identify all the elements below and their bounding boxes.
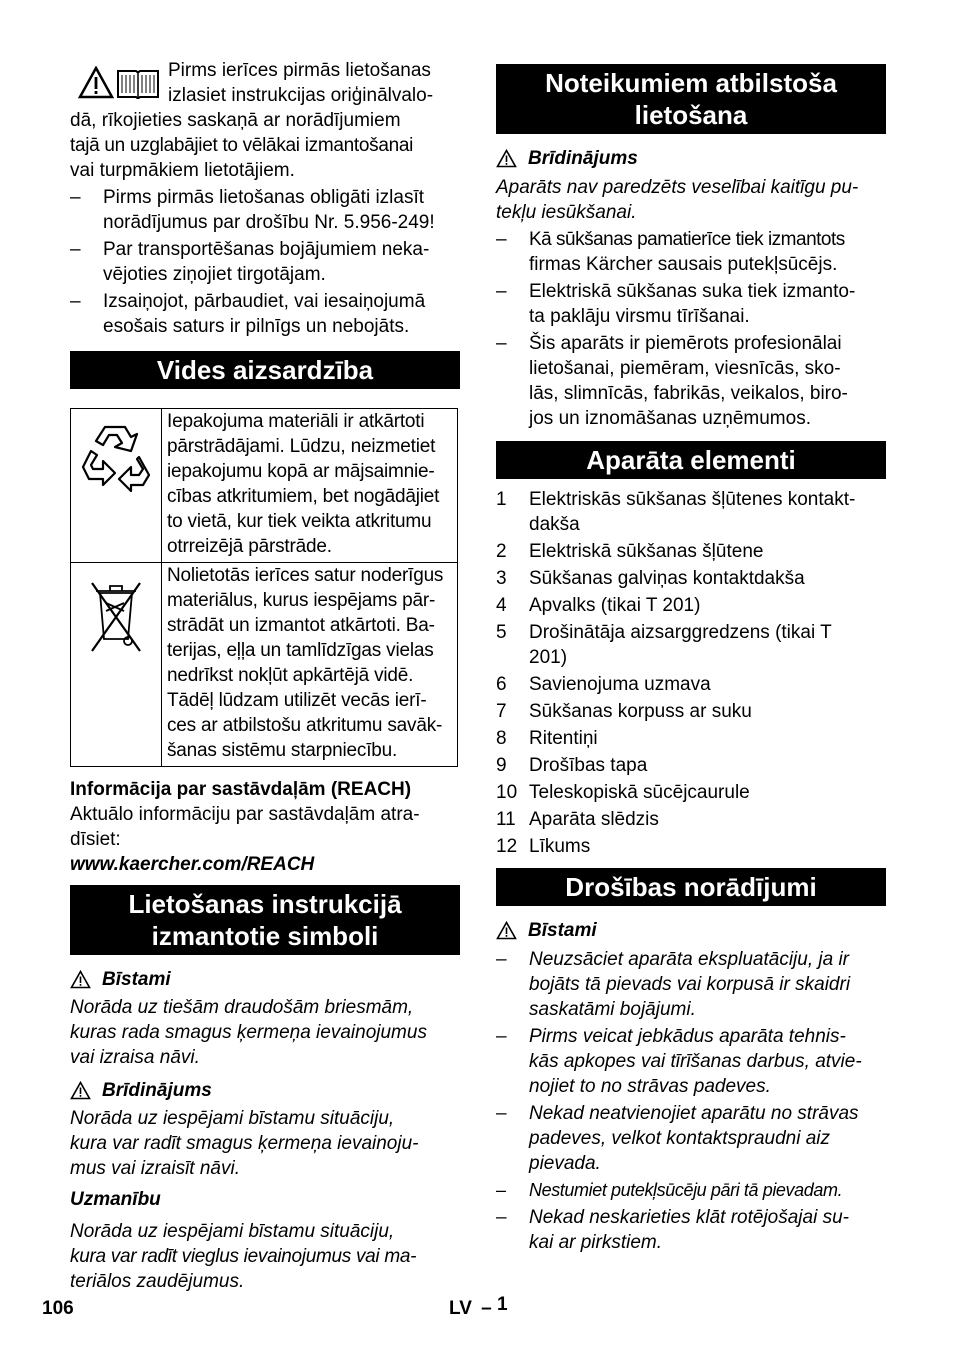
lang-code: LV (449, 1298, 472, 1319)
list-item-line: nojiet to no strāvas padeves. (529, 1076, 771, 1097)
text-line: kura var radīt vieglus ievainojumus vai ma- (70, 1246, 417, 1267)
list-item (496, 753, 886, 778)
recycle-icon (79, 421, 153, 493)
env-text-line: otrreizējā pārstrāde. (167, 536, 332, 557)
list-item (70, 237, 460, 287)
warning-label: Brīdinājums (102, 1080, 212, 1101)
env-text-line: pārstrādājami. Lūdzu, neizmetiet (167, 436, 436, 457)
intro-section (70, 58, 460, 339)
list-item-line: – Pirms pirmās lietošanas obligāti izlasīt (103, 187, 425, 208)
list-item-line: pievada. (529, 1153, 601, 1174)
table-row (71, 409, 458, 563)
item-line: Drošinātāja aizsarggredzens (tikai T (529, 622, 832, 643)
list-item-line: – Izsaiņojot, pārbaudiet, vai iesaiņojumā (103, 291, 426, 312)
env-text-line: Nolietotās ierīces satur noderīgus (167, 565, 444, 586)
warning-triangle-icon (496, 921, 517, 940)
recycle-icon-cell (71, 409, 162, 563)
text-line: Norāda uz tiešām draudošām briesmām, (70, 997, 414, 1018)
env-section-title: Vides aizsardzība (70, 351, 460, 389)
env-row-text (162, 563, 458, 767)
list-item-line: kai ar pirkstiem. (529, 1232, 663, 1253)
list-item-line: lietošanai, piemēram, viesnīcās, sko- (529, 358, 841, 379)
item-number: 4 (496, 595, 507, 616)
item-number: 1 (496, 489, 507, 510)
list-item (496, 1101, 886, 1176)
list-item-line: ta paklāju virsmu tīrīšanai. (529, 306, 750, 327)
item-number: 8 (496, 728, 507, 749)
list-item (70, 185, 460, 235)
item-line: Apvalks (tikai T 201) (529, 595, 701, 616)
env-text-line: iepakojumu kopā ar mājsaimnie- (167, 461, 435, 482)
env-text-line: šanas sistēmu starpniecību. (167, 740, 398, 761)
item-number: 11 (496, 809, 516, 830)
safety-section-title: Drošības norādījumi (496, 868, 886, 906)
env-text-line: to vietā, kur tiek veikta atkritumu (167, 511, 432, 532)
list-item (496, 1205, 886, 1255)
table-row (71, 563, 458, 767)
warning-triangle-icon (78, 66, 114, 99)
env-text-line: terijas, eļļa un tamlīdzīgas vielas (167, 640, 434, 661)
list-item (496, 672, 886, 697)
item-line: 201) (529, 647, 568, 668)
list-item-line: – Pirms veicat jebkādus aparāta tehnis- (529, 1026, 846, 1047)
footer-subpage: 1 (497, 1294, 508, 1315)
env-text-line: ces ar atbilstošu atkritumu savāk- (167, 715, 443, 736)
list-item (496, 947, 886, 1022)
item-number: 3 (496, 568, 507, 589)
list-item (496, 487, 886, 537)
list-item (496, 807, 886, 832)
text-line: Norāda uz iespējami bīstamu situāciju, (70, 1108, 395, 1129)
list-item-line: – Nekad neskarieties klāt rotējošajai su- (529, 1207, 849, 1228)
intro-line-4: tajā un uzglabājiet to vēlākai izmantošanai (70, 135, 414, 156)
item-line: Savienojuma uzmava (529, 674, 711, 695)
list-item-line: – Elektriskā sūkšanas suka tiek izmanto- (529, 281, 856, 302)
manual-book-icon (116, 67, 160, 99)
list-item-line: – Nestumiet putekļsūcēju pāri tā pievadam. (529, 1180, 843, 1200)
item-line: Aparāta slēdzis (529, 809, 659, 830)
item-line: Elektriskā sūkšanas šļūtene (529, 541, 764, 562)
warning-heading (70, 1078, 460, 1103)
list-item (496, 566, 886, 591)
list-item-line: esošais saturs ir pilnīgs un nebojāts. (103, 316, 410, 337)
text-line: Aparāts nav paredzēts veselībai kaitīgu pu- (496, 177, 859, 198)
symbols-section (70, 967, 460, 1294)
intended-use-section (496, 146, 886, 431)
elements-list (496, 487, 886, 859)
list-item-line: norādījumus par drošību Nr. 5.956-249! (103, 212, 435, 233)
elements-section-title: Aparāta elementi (496, 441, 886, 479)
intended-title-line: Noteikumiem atbilstoša (545, 68, 837, 98)
intended-title-line: lietošana (634, 100, 748, 130)
item-number: 7 (496, 701, 507, 722)
item-line: Drošības tapa (529, 755, 648, 776)
safety-section (496, 918, 886, 1255)
footer-lang (449, 1296, 508, 1321)
symbols-title-line: Lietošanas instrukcijā (128, 889, 402, 919)
reach-heading: Informācija par sastāvdaļām (REACH) (70, 779, 412, 800)
crossed-bin-icon (86, 575, 146, 655)
intro-line-3: dā, rīkojieties saskaņā ar norādījumiem (70, 110, 401, 131)
danger-label: Bīstami (528, 920, 597, 941)
list-item (496, 726, 886, 751)
intro-line-2: izlasiet instrukcijas oriģinālvalo- (168, 85, 434, 106)
caution-description (70, 1219, 460, 1294)
reach-text-line: dīsiet: (70, 829, 121, 850)
reach-url: www.kaercher.com/REACH (70, 854, 315, 875)
text-line: vai izraisa nāvi. (70, 1047, 200, 1068)
warning-triangle-icon (70, 970, 91, 989)
list-item-line: kās apkopes vai tīrīšanas darbus, atvie- (529, 1051, 862, 1072)
warning-heading (496, 146, 886, 171)
list-item-line: – Neuzsāciet aparāta ekspluatāciju, ja ir (529, 949, 850, 970)
list-item (496, 1024, 886, 1099)
list-item-line: – Par transportēšanas bojājumiem neka- (103, 239, 430, 260)
item-line: Līkums (529, 836, 591, 857)
env-text-line: materiālus, kurus iespējams pār- (167, 590, 436, 611)
list-item-line: jos un iznomāšanas uzņēmumos. (529, 408, 811, 429)
env-row-text (162, 409, 458, 563)
item-line: dakša (529, 514, 580, 535)
symbols-title-line: izmantotie simboli (151, 921, 379, 951)
list-item (496, 593, 886, 618)
warning-description (70, 1106, 460, 1181)
page-number: 106 (42, 1298, 74, 1319)
env-text-line: strādāt un izmantot atkārtoti. Ba- (167, 615, 435, 636)
env-text-line: Tādēļ lūdzam utilizēt vecās ierī- (167, 690, 427, 711)
item-number: 9 (496, 755, 507, 776)
symbols-section-title (70, 885, 460, 955)
list-item (496, 539, 886, 564)
env-text-line: cības atkritumiem, bet nogādājiet (167, 486, 440, 507)
list-item (496, 279, 886, 329)
item-number: 5 (496, 622, 507, 643)
danger-heading (70, 967, 460, 992)
list-item (496, 1178, 886, 1203)
env-text-line: nedrīkst nokļūt apkārtējā vidē. (167, 665, 414, 686)
danger-label: Bīstami (102, 969, 171, 990)
reach-section (70, 777, 460, 877)
danger-heading (496, 918, 886, 943)
intro-line-5: vai turpmākiem lietotājiem. (70, 160, 295, 181)
intended-use-section-title (496, 64, 886, 134)
list-item (496, 227, 886, 277)
item-line: Sūkšanas korpuss ar suku (529, 701, 752, 722)
intro-line-1: Pirms ierīces pirmās lietošanas (168, 60, 431, 81)
text-line: mus vai izraisīt nāvi. (70, 1158, 240, 1179)
list-item (496, 699, 886, 724)
text-line: kura var radīt smagus ķermeņa ievainoju- (70, 1133, 419, 1154)
danger-description (70, 995, 460, 1070)
caution-label: Uzmanību (70, 1189, 161, 1210)
list-item-line: – Kā sūkšanas pamatierīce tiek izmantots (529, 229, 845, 250)
list-item-line: firmas Kärcher sausais putekļsūcējs. (529, 254, 838, 275)
list-item (70, 289, 460, 339)
list-item (496, 834, 886, 859)
env-table (70, 408, 458, 767)
list-item-line: bojāts tā pievads vai korpusā ir skaidri (529, 974, 851, 995)
text-line: teriālos zaudējumus. (70, 1271, 245, 1292)
text-line: Norāda uz iespējami bīstamu situāciju, (70, 1221, 395, 1242)
env-text-line: Iepakojuma materiāli ir atkārtoti (167, 411, 425, 432)
text-line: kuras rada smagus ķermeņa ievainojumus (70, 1022, 427, 1043)
warning-label: Brīdinājums (528, 148, 638, 169)
warning-triangle-icon (496, 149, 517, 168)
text-line: tekļu iesūkšanai. (496, 202, 637, 223)
item-number: 2 (496, 541, 507, 562)
list-item-line: padeves, velkot kontaktspraudni aiz (529, 1128, 831, 1149)
list-item-line: – Šis aparāts ir piemērots profesionālai (529, 333, 842, 354)
list-item (496, 620, 886, 670)
item-line: Teleskopiskā sūcējcaurule (529, 782, 750, 803)
item-number: 6 (496, 674, 507, 695)
left-column (70, 58, 460, 1294)
item-number: 10 (496, 782, 518, 803)
list-item-line: – Nekad neatvienojiet aparātu no strāvas (529, 1103, 859, 1124)
item-line: Elektriskās sūkšanas šļūtenes kontakt- (529, 489, 856, 510)
list-item-line: vējoties ziņojiet tirgotājam. (103, 264, 326, 285)
list-item-line: saskatāmi bojājumi. (529, 999, 696, 1020)
list-item-line: lās, slimnīcās, fabrikās, veikalos, biro- (529, 383, 848, 404)
item-line: Sūkšanas galviņas kontaktdakša (529, 568, 805, 589)
warning-description (496, 175, 886, 225)
warning-triangle-icon (70, 1081, 91, 1100)
reach-text-line: Aktuālo informāciju par sastāvdaļām atra- (70, 804, 420, 825)
weee-icon-cell (71, 563, 162, 767)
list-item (496, 780, 886, 805)
footer-separator: – (481, 1298, 492, 1319)
item-number: 12 (496, 836, 518, 857)
item-line: Ritentiņi (529, 728, 598, 749)
right-column (496, 64, 886, 1255)
list-item (496, 331, 886, 431)
